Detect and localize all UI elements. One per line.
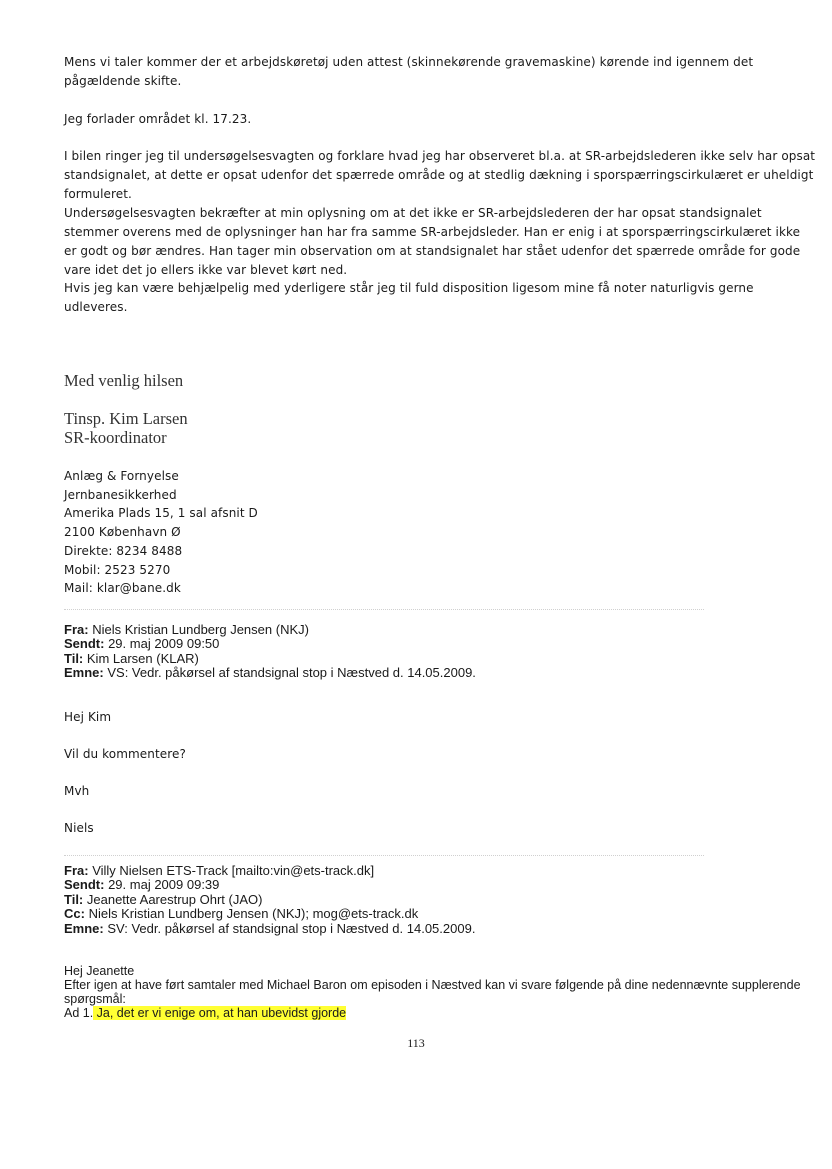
email2-highlighted-answer: Ja, det er vi enige om, at han ubevidst gjorde (93, 1006, 347, 1020)
email2-ad-label: Ad 1. (64, 1006, 94, 1020)
signature-city: 2100 København Ø (64, 525, 181, 540)
signature-direct-phone: Direkte: 8234 8488 (64, 543, 183, 558)
signature-department: Anlæg & Fornyelse (64, 469, 179, 483)
signature-greeting: Med venlig hilsen (64, 371, 184, 390)
email1-question: Vil du kommentere? (64, 747, 187, 761)
email2-body (64, 964, 816, 1020)
signature-unit: Jernbanesikkerhed (64, 487, 177, 502)
paragraph-4: Undersøgelsesvagten bekræfter at min oplysning om at det ikke er SR-arbejdslederen der har opsat standsignalet stemmer overens med de oplysninger han har fra samme SR-arbejdsleder. Han er enig i at sporspærringscirkulæret ikke er godt og bør ændres. Han tager min observation om at standsignalet har stået udenfor det spærrede område for gode vare idet det jo ellers ikke var blevet kørt ned. (64, 206, 801, 277)
email2-from: Fra: Villy Nielsen ETS-Track [mailto:vin@ets-track.dk] (64, 863, 375, 878)
signature-mobile-phone: Mobil: 2523 5270 (64, 562, 171, 577)
signature-role: SR-koordinator (64, 428, 167, 447)
email2-subject: Emne: SV: Vedr. påkørsel af standsignal stop i Næstved d. 14.05.2009. (64, 920, 476, 936)
email-separator (64, 609, 704, 610)
email1-closing: Mvh (64, 784, 90, 798)
email1-subject: Emne: VS: Vedr. påkørsel af standsignal stop i Næstved d. 14.05.2009. (64, 665, 476, 681)
email2-cc: Cc: Niels Kristian Lundberg Jensen (NKJ); mog@ets-track.dk (64, 906, 419, 922)
email2-header (64, 864, 816, 936)
paragraph-5: Hvis jeg kan være behjælpelig med yderligere står jeg til fuld disposition ligesom mine få noter naturligvis gerne udleveres. (64, 281, 754, 314)
email2-sent: Sendt: 29. maj 2009 09:39 (64, 877, 220, 893)
paragraph-2: Jeg forlader området kl. 17.23. (64, 112, 252, 126)
email2-body-text: Efter igen at have ført samtaler med Michael Baron om episoden i Næstved kan vi svare følgende på dine nedennævnte supplerende spørgsmål: (64, 978, 801, 1006)
email-separator-2 (64, 855, 704, 856)
email1-greeting: Hej Kim (64, 710, 112, 724)
email1-header (64, 623, 816, 681)
signature-address: Amerika Plads 15, 1 sal afsnit D (64, 506, 258, 521)
paragraph-3: I bilen ringer jeg til undersøgelsesvagten og forklare hvad jeg har observeret bl.a. at SR-arbejdslederen ikke selv har opsat standsignalet, at dette er opsat udenfor det spærrede område og at stedlig dækning i sporspærringscirkulæret er uheldigt formuleret. (64, 149, 816, 201)
email2-greeting: Hej Jeanette (64, 964, 135, 978)
signature-name: Tinsp. Kim Larsen (64, 409, 188, 428)
page-number: 113 (407, 1036, 425, 1050)
email2-to: Til: Jeanette Aarestrup Ohrt (JAO) (64, 891, 263, 907)
email2-answer-line (64, 1006, 816, 1020)
paragraph-1: Mens vi taler kommer der et arbejdskøretøj uden attest (skinnekørende gravemaskine) kørende ind igennem det pågældende skifte. (64, 55, 754, 88)
email1-to: Til: Kim Larsen (KLAR) (64, 650, 199, 666)
email1-sent: Sendt: 29. maj 2009 09:50 (64, 636, 220, 652)
email1-from: Fra: Niels Kristian Lundberg Jensen (NKJ) (64, 622, 309, 637)
signature-mail: Mail: klar@bane.dk (64, 581, 181, 596)
signature-contact-block (64, 467, 816, 598)
email1-sender: Niels (64, 821, 94, 835)
